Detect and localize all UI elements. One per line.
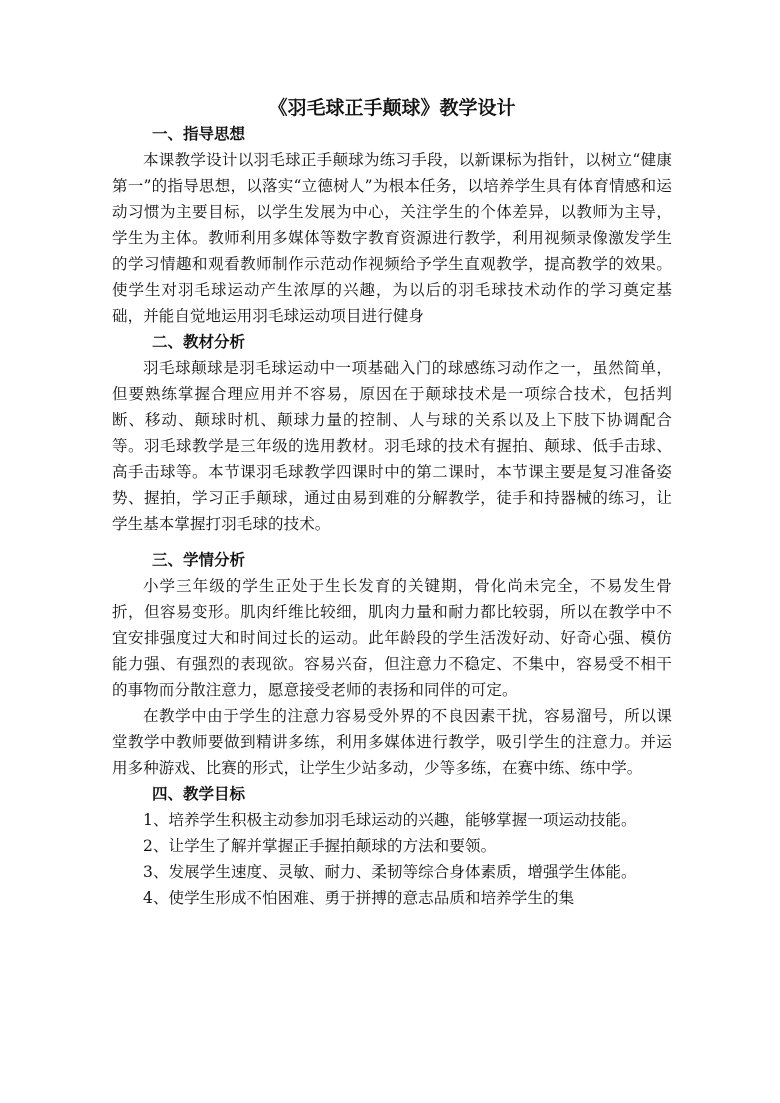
paragraph-student-analysis-1: 小学三年级的学生正处于生长发育的关键期，骨化尚未完全，不易发生骨折，但容易变形。肌肉纤维比较细，肌肉力量和耐力都比较弱，所以在教学中不宜安排强度过大和时间过长的运动。此年龄段的学生活泼好动、好奇心强、模仿能力强、有强烈的表现欲。容易兴奋，但注意力不稳定、不集中，容易受不相干的事物而分散注意力，愿意接受老师的表扬和同伴的可定。 <box>112 577 672 699</box>
objective-item-2: 2、让学生了解并掌握正手握拍颠球的方法和要领。 <box>143 837 497 855</box>
document-page <box>112 96 672 911</box>
document-title: 《羽毛球正手颠球》教学设计 <box>268 97 516 119</box>
section-heading-student-analysis: 三、学情分析 <box>152 551 246 569</box>
section-heading-material-analysis: 二、教材分析 <box>152 333 246 351</box>
section-heading-guiding-ideology: 一、指导思想 <box>152 125 246 143</box>
objective-item-4: 4、使学生形成不怕困难、勇于拼搏的意志品质和培养学生的集 <box>143 889 575 907</box>
paragraph-student-analysis-2: 在教学中由于学生的注意力容易受外界的不良因素干扰，容易溜号，所以课堂教学中教师要做到精讲多练，利用多媒体进行教学，吸引学生的注意力。并运用多种游戏、比赛的形式，让学生少站多动，少等多练，在赛中练、练中学。 <box>112 707 672 777</box>
paragraph-guiding-ideology: 本课教学设计以羽毛球正手颠球为练习手段，以新课标为指针，以树立“健康第一”的指导思想，以落实“立德树人”为根本任务，以培养学生具有体育情感和运动习惯为主要目标，以学生发展为中心，关注学生的个体差异，以教师为主导，学生为主体。教师利用多媒体等数字教育资源进行教学，利用视频录像激发学生的学习情趣和观看教师制作示范动作视频给予学生直观教学，提高教学的效果。使学生对羽毛球运动产生浓厚的兴趣，为以后的羽毛球技术动作的学习奠定基础，并能自觉地运用羽毛球运动项目进行健身 <box>112 151 672 325</box>
paragraph-material-analysis: 羽毛球颠球是羽毛球运动中一项基础入门的球感练习动作之一，虽然简单，但要熟练掌握合理应用并不容易，原因在于颠球技术是一项综合技术，包括判断、移动、颠球时机、颠球力量的控制、人与球的关系以及上下肢下协调配合等。羽毛球教学是三年级的选用教材。羽毛球的技术有握拍、颠球、低手击球、高手击球等。本节课羽毛球教学四课时中的第二课时，本节课主要是复习准备姿势、握拍，学习正手颠球，通过由易到难的分解教学，徒手和持器械的练习，让学生基本掌握打羽毛球的技术。 <box>112 359 672 533</box>
objective-item-3: 3、发展学生速度、灵敏、耐力、柔韧等综合身体素质，增强学生体能。 <box>143 863 637 881</box>
section-heading-teaching-objectives: 四、教学目标 <box>152 785 246 803</box>
section-spacer <box>112 537 672 547</box>
objective-item-1: 1、培养学生积极主动参加羽毛球运动的兴趣，能够掌握一项运动技能。 <box>143 811 637 829</box>
